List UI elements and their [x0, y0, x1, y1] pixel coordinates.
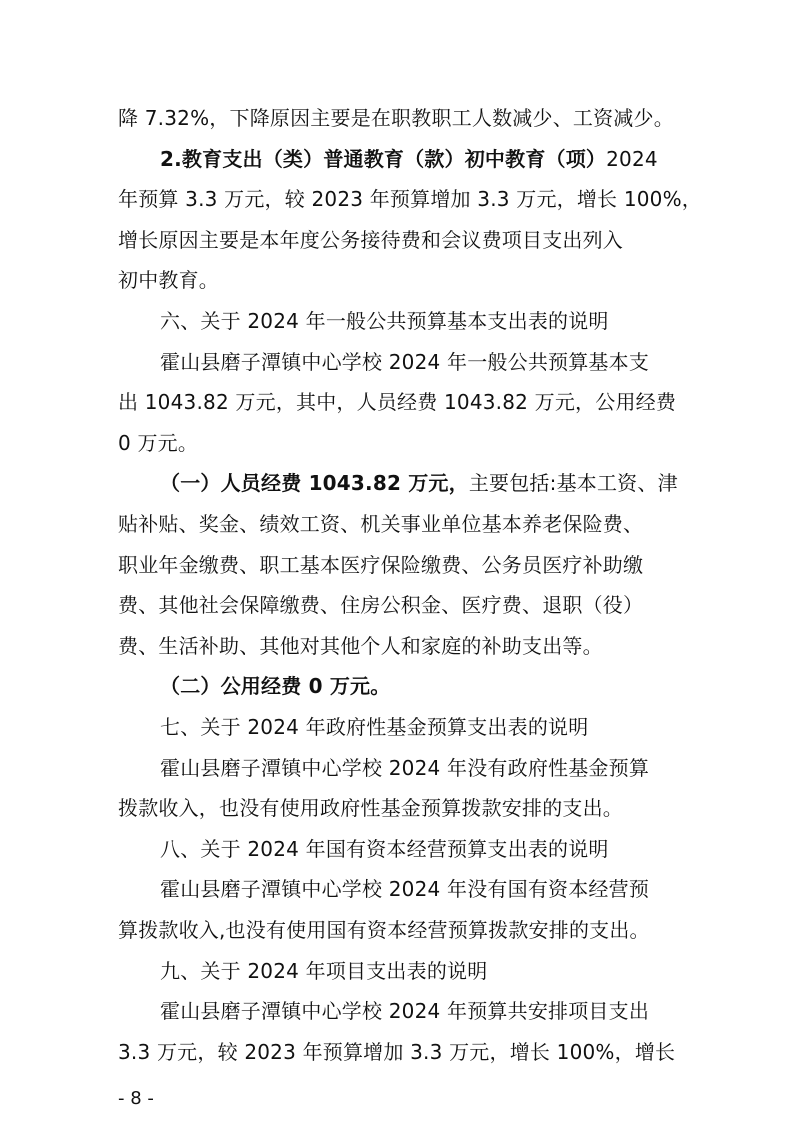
line-text: 霍山县磨子潭镇中心学校 2024 年预算共安排项目支出	[160, 999, 650, 1023]
line-text: 费、其他社会保障缴费、住房公积金、医疗费、退职（役）	[118, 593, 644, 617]
line-text: 3.3 万元，较 2023 年预算增加 3.3 万元，增长 100%，增长	[118, 1040, 676, 1064]
line-text: 霍山县磨子潭镇中心学校 2024 年没有国有资本经营预	[160, 877, 650, 901]
body-line	[118, 389, 676, 415]
body-line	[118, 795, 623, 821]
body-line	[118, 105, 674, 131]
body-line	[160, 146, 658, 172]
line-text: 2024	[606, 147, 658, 171]
body-line	[160, 755, 649, 781]
body-line	[118, 1039, 675, 1065]
line-text: 年预算 3.3 万元，较 2023 年预算增加 3.3 万元，增长 100%，	[118, 187, 702, 211]
line-text: 贴补贴、奖金、绩效工资、机关事业单位基本养老保险费、	[118, 512, 644, 536]
body-line	[118, 592, 643, 618]
line-text: 初中教育。	[118, 268, 219, 292]
line-text: 六、关于 2024 年一般公共预算基本支出表的说明	[160, 309, 609, 333]
body-line	[118, 511, 643, 537]
section-heading	[160, 714, 588, 740]
body-line	[160, 673, 390, 699]
line-text: 主要包括:基本工资、津	[468, 471, 678, 495]
section-heading	[160, 958, 487, 984]
body-line	[118, 186, 702, 212]
body-line	[118, 267, 219, 293]
body-line	[118, 430, 198, 456]
line-bold-text: 2.教育支出（类）普通教育（款）初中教育（项）	[160, 147, 607, 171]
line-text: 职业年金缴费、职工基本医疗保险缴费、公务员医疗补助缴	[118, 553, 644, 577]
section-heading	[160, 836, 609, 862]
body-line	[118, 227, 623, 253]
line-text: 增长原因主要是本年度公务接待费和会议费项目支出列入	[118, 228, 623, 252]
line-text: 0 万元。	[118, 431, 199, 455]
line-text: 降 7.32%，下降原因主要是在职教职工人数减少、工资减少。	[118, 106, 674, 130]
line-text: 拨款收入，也没有使用政府性基金预算拨款安排的支出。	[118, 796, 623, 820]
body-line	[160, 349, 649, 375]
line-text: 算拨款收入,也没有使用国有资本经营预算拨款安排的支出。	[118, 918, 650, 942]
body-line	[160, 470, 678, 496]
body-line	[160, 998, 649, 1024]
line-text: 费、生活补助、其他对其他个人和家庭的补助支出等。	[118, 634, 603, 658]
line-text: 霍山县磨子潭镇中心学校 2024 年一般公共预算基本支	[160, 350, 650, 374]
body-line	[160, 876, 649, 902]
line-text: 八、关于 2024 年国有资本经营预算支出表的说明	[160, 837, 609, 861]
line-text: 七、关于 2024 年政府性基金预算支出表的说明	[160, 715, 589, 739]
line-text: 霍山县磨子潭镇中心学校 2024 年没有政府性基金预算	[160, 756, 650, 780]
line-text: 出 1043.82 万元，其中，人员经费 1043.82 万元，公用经费	[118, 390, 677, 414]
line-bold-text: （一）人员经费 1043.82 万元，	[160, 471, 469, 495]
section-heading	[160, 308, 609, 334]
body-line	[118, 917, 650, 943]
body-line	[118, 552, 643, 578]
body-line	[118, 633, 603, 659]
page-number: - 8 -	[118, 1088, 154, 1109]
line-text: 九、关于 2024 年项目支出表的说明	[160, 959, 488, 983]
line-bold-text: （二）公用经费 0 万元。	[160, 674, 391, 698]
